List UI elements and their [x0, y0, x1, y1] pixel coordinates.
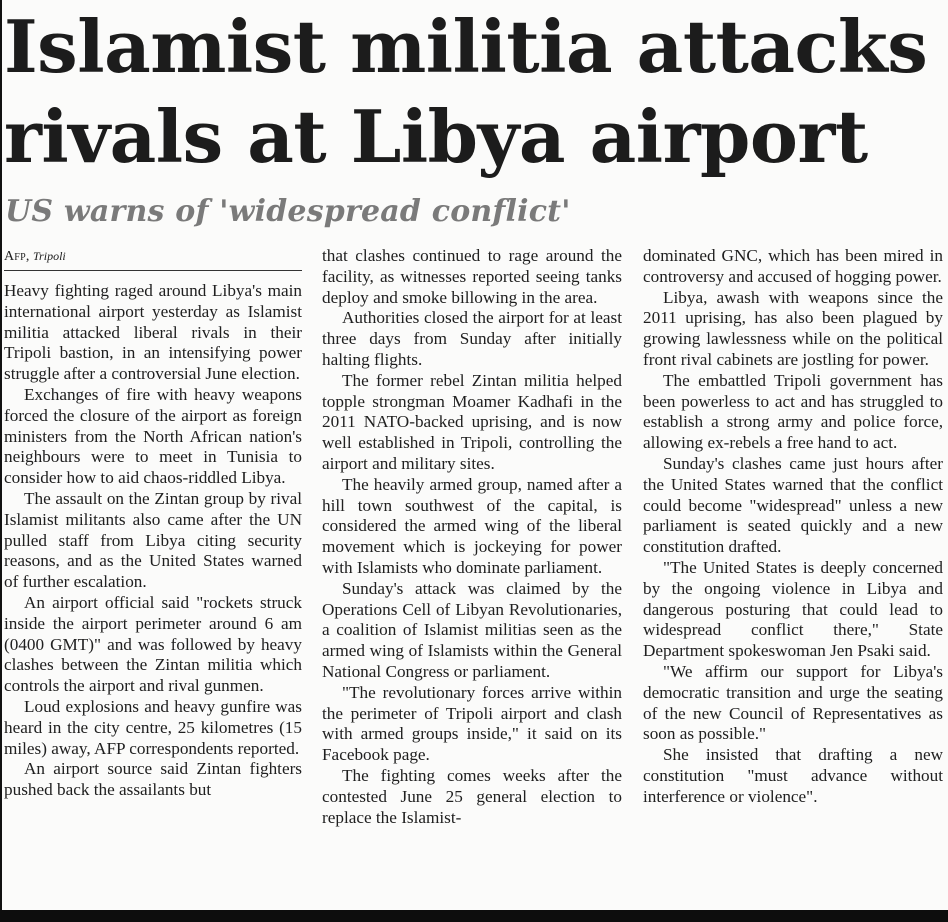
- headline: Islamist militia attacks rivals at Libya airport: [4, 4, 928, 179]
- paragraph: dominated GNC, which has been mired in controversy and accused of hogging power.: [643, 246, 943, 286]
- paragraph: "The revolutionary forces arrive within the perimeter of Tripoli airport and clash with armed groups inside," it said on its Facebook page.: [322, 682, 622, 765]
- paragraph: Authorities closed the airport for at least three days from Sunday after initially halting flights.: [322, 308, 622, 369]
- paragraph: The assault on the Zintan group by rival Islamist militants also came after the UN pulled staff from Libya citing security reasons, and as the United States warned of further escalation.: [4, 488, 302, 592]
- paragraph: Loud explosions and heavy gunfire was heard in the city centre, 25 kilometres (15 miles) away, AFP correspondents reported.: [4, 696, 302, 758]
- paragraph: Exchanges of fire with heavy weapons forced the closure of the airport as foreign ministers from the North African nation's neighbours were to meet in Tunisia to consider how to aid chaos-riddled Libya.: [4, 384, 302, 488]
- bottom-border-bar: [0, 910, 948, 922]
- paragraph: The heavily armed group, named after a hill town southwest of the capital, is considered the armed wing of the liberal movement which is jockeying for power with Islamists who dominate parliament.: [322, 474, 622, 577]
- paragraph: Heavy fighting raged around Libya's main international airport yesterday as Islamist militia attacked liberal rivals in their Tripoli bastion, in an intensifying power struggle after a controversial June election.: [4, 281, 302, 384]
- paragraph: Sunday's attack was claimed by the Operations Cell of Libyan Revolutionaries, a coalition of Islamist militias seen as the armed wing of Islamists within the General National Congress or parliament.: [322, 578, 622, 681]
- paragraph: An airport source said Zintan fighters pushed back the assailants but: [4, 759, 302, 800]
- article-column-2: [322, 246, 622, 828]
- paragraph: The embattled Tripoli government has been powerless to act and has struggled to establish a strong army and police force, allowing ex-rebels a free hand to act.: [643, 370, 943, 453]
- paragraph: The fighting comes weeks after the contested June 25 general election to replace the Islamist-: [322, 765, 622, 827]
- paragraph: that clashes continued to rage around the facility, as witnesses reported seeing tanks deploy and smoke billowing in the area.: [322, 246, 622, 307]
- left-border-rule: [0, 0, 2, 922]
- paragraph: The former rebel Zintan militia helped topple strongman Moamer Kadhafi in the 2011 NATO-backed uprising, and is now well established in Tripoli, controlling the airport and military sites.: [322, 370, 622, 473]
- paragraph: An airport official said "rockets struck inside the airport perimeter around 6 am (0400 GMT)" and was followed by heavy clashes between the Zintan militia which controls the airport and rival gunmen.: [4, 592, 302, 696]
- paragraph: She insisted that drafting a new constitution "must advance without interference or violence".: [643, 745, 943, 806]
- paragraph: "We affirm our support for Libya's democratic transition and urge the seating of the new Council of Representatives as soon as possible.": [643, 661, 943, 744]
- paragraph: Sunday's clashes came just hours after the United States warned that the conflict could become "widespread" unless a new parliament is seated quickly and a new constitution drafted.: [643, 453, 943, 557]
- article-column-1: [4, 246, 302, 801]
- subheadline: US warns of 'widespread conflict': [5, 194, 571, 229]
- paragraph: Libya, awash with weapons since the 2011 uprising, has also been plagued by growing lawlessness while on the political front rival cabinets are jostling for power.: [643, 287, 943, 369]
- byline-agency: Afp,: [4, 249, 30, 264]
- byline-place: Tripoli: [33, 249, 66, 263]
- paragraph: "The United States is deeply concerned by the ongoing violence in Libya and dangerous posturing that could lead to widespread conflict there," State Department spokeswoman Jen Psaki said.: [643, 557, 943, 661]
- byline: [4, 246, 302, 271]
- article-column-3: [643, 246, 943, 808]
